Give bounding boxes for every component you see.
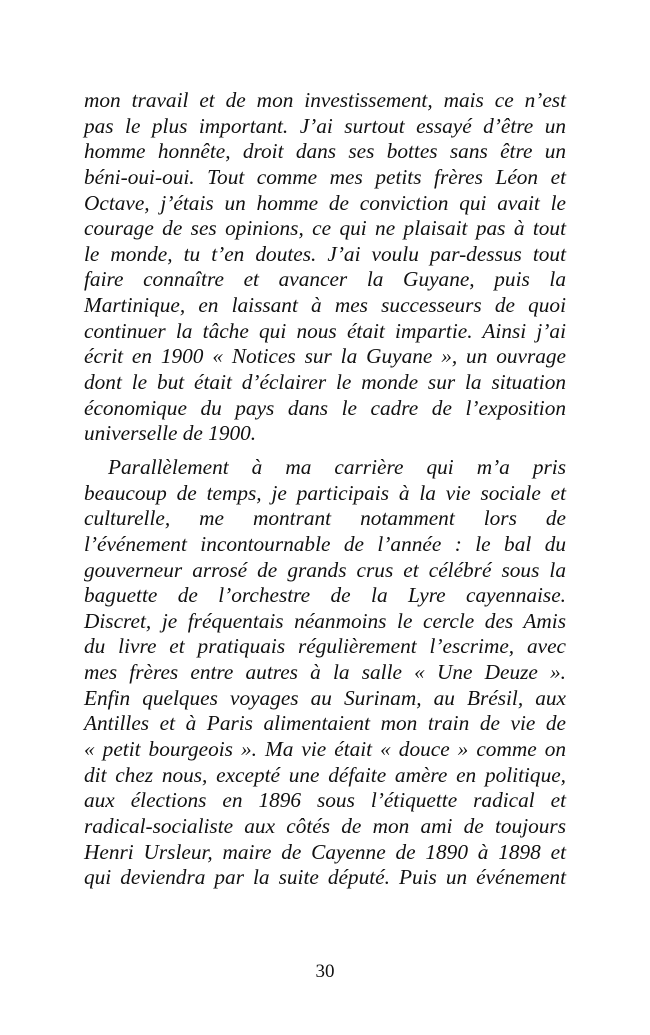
- text-line: qui deviendra par la suite député. Puis un événement: [84, 865, 566, 890]
- paragraph-gap: [84, 447, 566, 455]
- text-line: universelle de 1900.: [84, 421, 257, 446]
- text-line: baguette de l’orchestre de la Lyre cayennaise.: [84, 583, 566, 608]
- text-line: Henri Ursleur, maire de Cayenne de 1890 à 1898 et: [84, 839, 566, 864]
- text-line: beaucoup de temps, je participais à la vie sociale et: [84, 480, 566, 505]
- text-line: culturelle, me montrant notamment lors de: [84, 506, 566, 531]
- text-line: Parallèlement à ma carrière qui m’a pris: [108, 454, 566, 479]
- text-line: « petit bourgeois ». Ma vie était « douce » comme on: [84, 737, 566, 762]
- text-line: Martinique, en laissant à mes successeurs de quoi: [84, 293, 566, 318]
- text-line: le monde, tu t’en doutes. J’ai voulu par-dessus tout: [84, 241, 566, 266]
- text-line: du livre et pratiquais régulièrement l’escrime, avec: [84, 634, 566, 659]
- text-line: Enfin quelques voyages au Surinam, au Brésil, aux: [84, 685, 566, 710]
- text-line: faire connaître et avancer la Guyane, puis la: [84, 267, 566, 292]
- text-line: mes frères entre autres à la salle « Une Deuze ».: [84, 660, 566, 685]
- text-line: l’événement incontournable de l’année : le bal du: [84, 531, 566, 556]
- text-line: dont le but était d’éclairer le monde sur la situation: [84, 370, 566, 395]
- text-line: courage de ses opinions, ce qui ne plaisait pas à tout: [84, 216, 566, 241]
- text-line: homme honnête, droit dans ses bottes sans être un: [84, 139, 566, 164]
- body-text: [84, 88, 566, 891]
- text-line: pas le plus important. J’ai surtout essayé d’être un: [84, 113, 566, 138]
- text-line: mon travail et de mon investissement, mais ce n’est: [84, 88, 566, 112]
- page-number: 30: [315, 961, 335, 982]
- text-line: béni-oui-oui. Tout comme mes petits frères Léon et: [84, 164, 566, 189]
- text-line: continuer la tâche qui nous était impartie. Ainsi j’ai: [84, 318, 566, 343]
- text-line: radical-socialiste aux côtés de mon ami de toujours: [84, 813, 566, 838]
- paragraph: [84, 88, 566, 447]
- text-line: écrit en 1900 « Notices sur la Guyane », un ouvrage: [84, 344, 566, 369]
- text-line: Octave, j’étais un homme de conviction qui avait le: [84, 190, 566, 215]
- paragraph: [84, 455, 566, 891]
- text-line: Antilles et à Paris alimentaient mon train de vie de: [84, 711, 566, 736]
- text-line: Discret, je fréquentais néanmoins le cercle des Amis: [84, 608, 566, 633]
- text-line: aux élections en 1896 sous l’étiquette radical et: [84, 788, 566, 813]
- text-line: dit chez nous, excepté une défaite amère en politique,: [84, 762, 566, 787]
- text-line: économique du pays dans le cadre de l’exposition: [84, 395, 566, 420]
- text-line: gouverneur arrosé de grands crus et célébré sous la: [84, 557, 566, 582]
